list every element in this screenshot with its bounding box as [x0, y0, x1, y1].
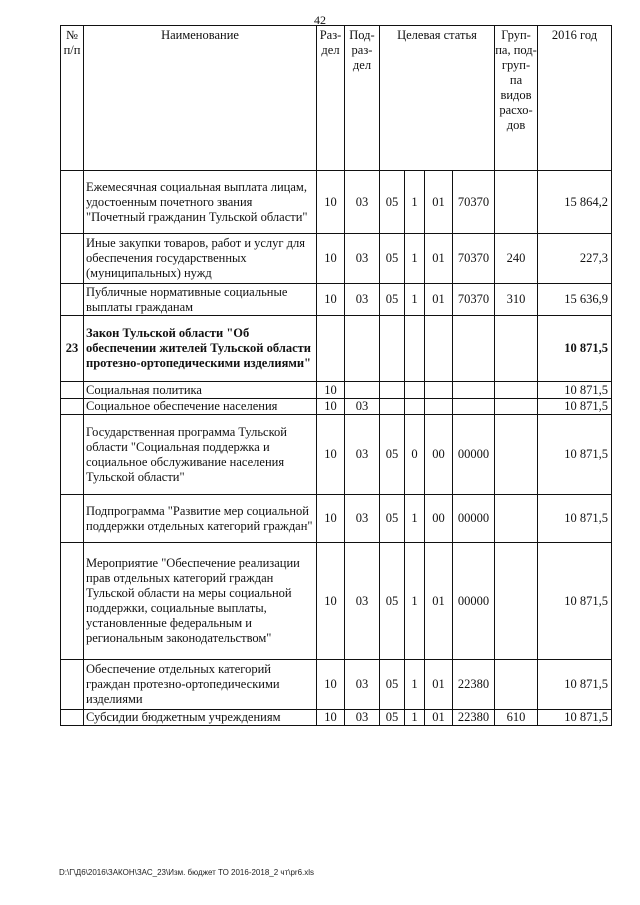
table-row	[61, 234, 612, 284]
row-amount: 15 864,2	[538, 171, 612, 234]
row-target-subprogram: 1	[405, 171, 425, 234]
row-target-subprogram: 1	[405, 710, 425, 726]
row-number: 23	[61, 316, 84, 382]
row-target-subprogram: 1	[405, 495, 425, 543]
row-target-program	[380, 316, 405, 382]
row-expense-group: 240	[495, 234, 538, 284]
row-razdel: 10	[317, 660, 345, 710]
row-amount: 15 636,9	[538, 284, 612, 316]
row-razdel: 10	[317, 710, 345, 726]
row-name: Государственная программа Тульской области "Социальная поддержка и социальное обслуживание населения Тульской области"	[84, 415, 317, 495]
row-target-program: 05	[380, 495, 405, 543]
row-number	[61, 399, 84, 415]
table-row	[61, 382, 612, 399]
row-expense-group: 610	[495, 710, 538, 726]
table-row	[61, 415, 612, 495]
row-target-program: 05	[380, 171, 405, 234]
row-target-program: 05	[380, 543, 405, 660]
row-target-direction	[453, 382, 495, 399]
table-row	[61, 316, 612, 382]
table-header-row	[61, 26, 612, 171]
row-target-direction	[453, 316, 495, 382]
row-amount: 10 871,5	[538, 382, 612, 399]
row-target-subprogram: 1	[405, 234, 425, 284]
row-target-event	[425, 399, 453, 415]
row-expense-group	[495, 415, 538, 495]
row-podrazdel: 03	[345, 234, 380, 284]
row-expense-group: 310	[495, 284, 538, 316]
table-row	[61, 171, 612, 234]
row-amount: 10 871,5	[538, 415, 612, 495]
row-razdel	[317, 316, 345, 382]
row-razdel: 10	[317, 382, 345, 399]
row-razdel: 10	[317, 284, 345, 316]
file-path-footer: D:\Г\Д6\2016\ЗАКОН\ЗАС_23\Изм. бюджет ТО 2016-2018_2 чт\pr6.xls	[59, 868, 315, 877]
row-expense-group	[495, 316, 538, 382]
row-name: Закон Тульской области "Об обеспечении жителей Тульской области протезно-ортопедическими изделиями"	[84, 316, 317, 382]
row-target-subprogram	[405, 316, 425, 382]
row-expense-group	[495, 171, 538, 234]
row-name: Социальная политика	[84, 382, 317, 399]
row-number	[61, 660, 84, 710]
row-target-subprogram: 1	[405, 284, 425, 316]
row-name: Иные закупки товаров, работ и услуг для обеспечения государственных (муниципальных) нужд	[84, 234, 317, 284]
row-podrazdel	[345, 316, 380, 382]
row-name: Субсидии бюджетным учреждениям	[84, 710, 317, 726]
row-razdel: 10	[317, 234, 345, 284]
row-target-direction: 70370	[453, 284, 495, 316]
row-target-subprogram	[405, 382, 425, 399]
row-target-subprogram: 1	[405, 660, 425, 710]
header-name: Наименование	[84, 26, 317, 171]
row-razdel: 10	[317, 399, 345, 415]
row-number	[61, 495, 84, 543]
row-podrazdel: 03	[345, 171, 380, 234]
row-name: Социальное обеспечение населения	[84, 399, 317, 415]
row-target-direction: 70370	[453, 171, 495, 234]
row-razdel: 10	[317, 171, 345, 234]
row-podrazdel: 03	[345, 543, 380, 660]
row-amount: 10 871,5	[538, 316, 612, 382]
row-podrazdel: 03	[345, 284, 380, 316]
row-target-program: 05	[380, 284, 405, 316]
row-name: Публичные нормативные социальные выплаты гражданам	[84, 284, 317, 316]
header-group: Груп- па, под- груп- па видов расхо- дов	[495, 26, 538, 171]
row-target-event: 01	[425, 171, 453, 234]
row-name: Ежемесячная социальная выплата лицам, удостоенным почетного звания "Почетный гражданин Тульской области"	[84, 171, 317, 234]
row-target-event	[425, 382, 453, 399]
row-target-subprogram	[405, 399, 425, 415]
row-target-subprogram: 1	[405, 543, 425, 660]
row-razdel: 10	[317, 543, 345, 660]
row-podrazdel: 03	[345, 710, 380, 726]
header-amount: 2016 год	[538, 26, 612, 171]
row-razdel: 10	[317, 415, 345, 495]
table-row	[61, 399, 612, 415]
row-target-direction: 00000	[453, 543, 495, 660]
table-row	[61, 710, 612, 726]
table-row	[61, 495, 612, 543]
row-target-direction: 22380	[453, 710, 495, 726]
row-expense-group	[495, 543, 538, 660]
row-target-event	[425, 316, 453, 382]
row-name: Подпрограмма "Развитие мер социальной поддержки отдельных категорий граждан"	[84, 495, 317, 543]
table-row	[61, 284, 612, 316]
row-target-program	[380, 382, 405, 399]
row-amount: 10 871,5	[538, 710, 612, 726]
row-target-direction: 00000	[453, 415, 495, 495]
row-amount: 10 871,5	[538, 495, 612, 543]
row-amount: 10 871,5	[538, 399, 612, 415]
row-podrazdel: 03	[345, 660, 380, 710]
row-name: Обеспечение отдельных категорий граждан протезно-ортопедическими изделиями	[84, 660, 317, 710]
row-target-direction: 22380	[453, 660, 495, 710]
row-target-event: 01	[425, 710, 453, 726]
row-podrazdel: 03	[345, 495, 380, 543]
row-target-event: 01	[425, 543, 453, 660]
row-expense-group	[495, 660, 538, 710]
row-amount: 10 871,5	[538, 543, 612, 660]
row-number	[61, 171, 84, 234]
row-number	[61, 543, 84, 660]
row-target-direction: 00000	[453, 495, 495, 543]
row-number	[61, 415, 84, 495]
row-amount: 10 871,5	[538, 660, 612, 710]
row-amount: 227,3	[538, 234, 612, 284]
row-target-event: 01	[425, 284, 453, 316]
row-razdel: 10	[317, 495, 345, 543]
row-target-program: 05	[380, 660, 405, 710]
row-target-direction	[453, 399, 495, 415]
table-row	[61, 543, 612, 660]
row-podrazdel: 03	[345, 415, 380, 495]
row-target-event: 00	[425, 415, 453, 495]
header-target: Целевая статья	[380, 26, 495, 171]
header-razdel: Раз- дел	[317, 26, 345, 171]
row-name: Мероприятие "Обеспечение реализации прав отдельных категорий граждан Тульской области на меры социальной поддержки, социальные выплаты, установленные федеральным и региональным законодательством"	[84, 543, 317, 660]
row-target-direction: 70370	[453, 234, 495, 284]
row-target-event: 00	[425, 495, 453, 543]
row-target-event: 01	[425, 234, 453, 284]
row-expense-group	[495, 382, 538, 399]
table-row	[61, 660, 612, 710]
row-target-subprogram: 0	[405, 415, 425, 495]
row-podrazdel	[345, 382, 380, 399]
row-target-event: 01	[425, 660, 453, 710]
page-number: 42	[314, 13, 326, 27]
budget-table	[60, 25, 612, 726]
row-target-program: 05	[380, 234, 405, 284]
row-number	[61, 284, 84, 316]
row-expense-group	[495, 495, 538, 543]
header-num: № п/п	[61, 26, 84, 171]
row-podrazdel: 03	[345, 399, 380, 415]
row-target-program: 05	[380, 710, 405, 726]
header-podrazdel: Под- раз- дел	[345, 26, 380, 171]
row-target-program: 05	[380, 415, 405, 495]
table-body	[61, 171, 612, 726]
row-expense-group	[495, 399, 538, 415]
row-target-program	[380, 399, 405, 415]
row-number	[61, 710, 84, 726]
row-number	[61, 382, 84, 399]
row-number	[61, 234, 84, 284]
